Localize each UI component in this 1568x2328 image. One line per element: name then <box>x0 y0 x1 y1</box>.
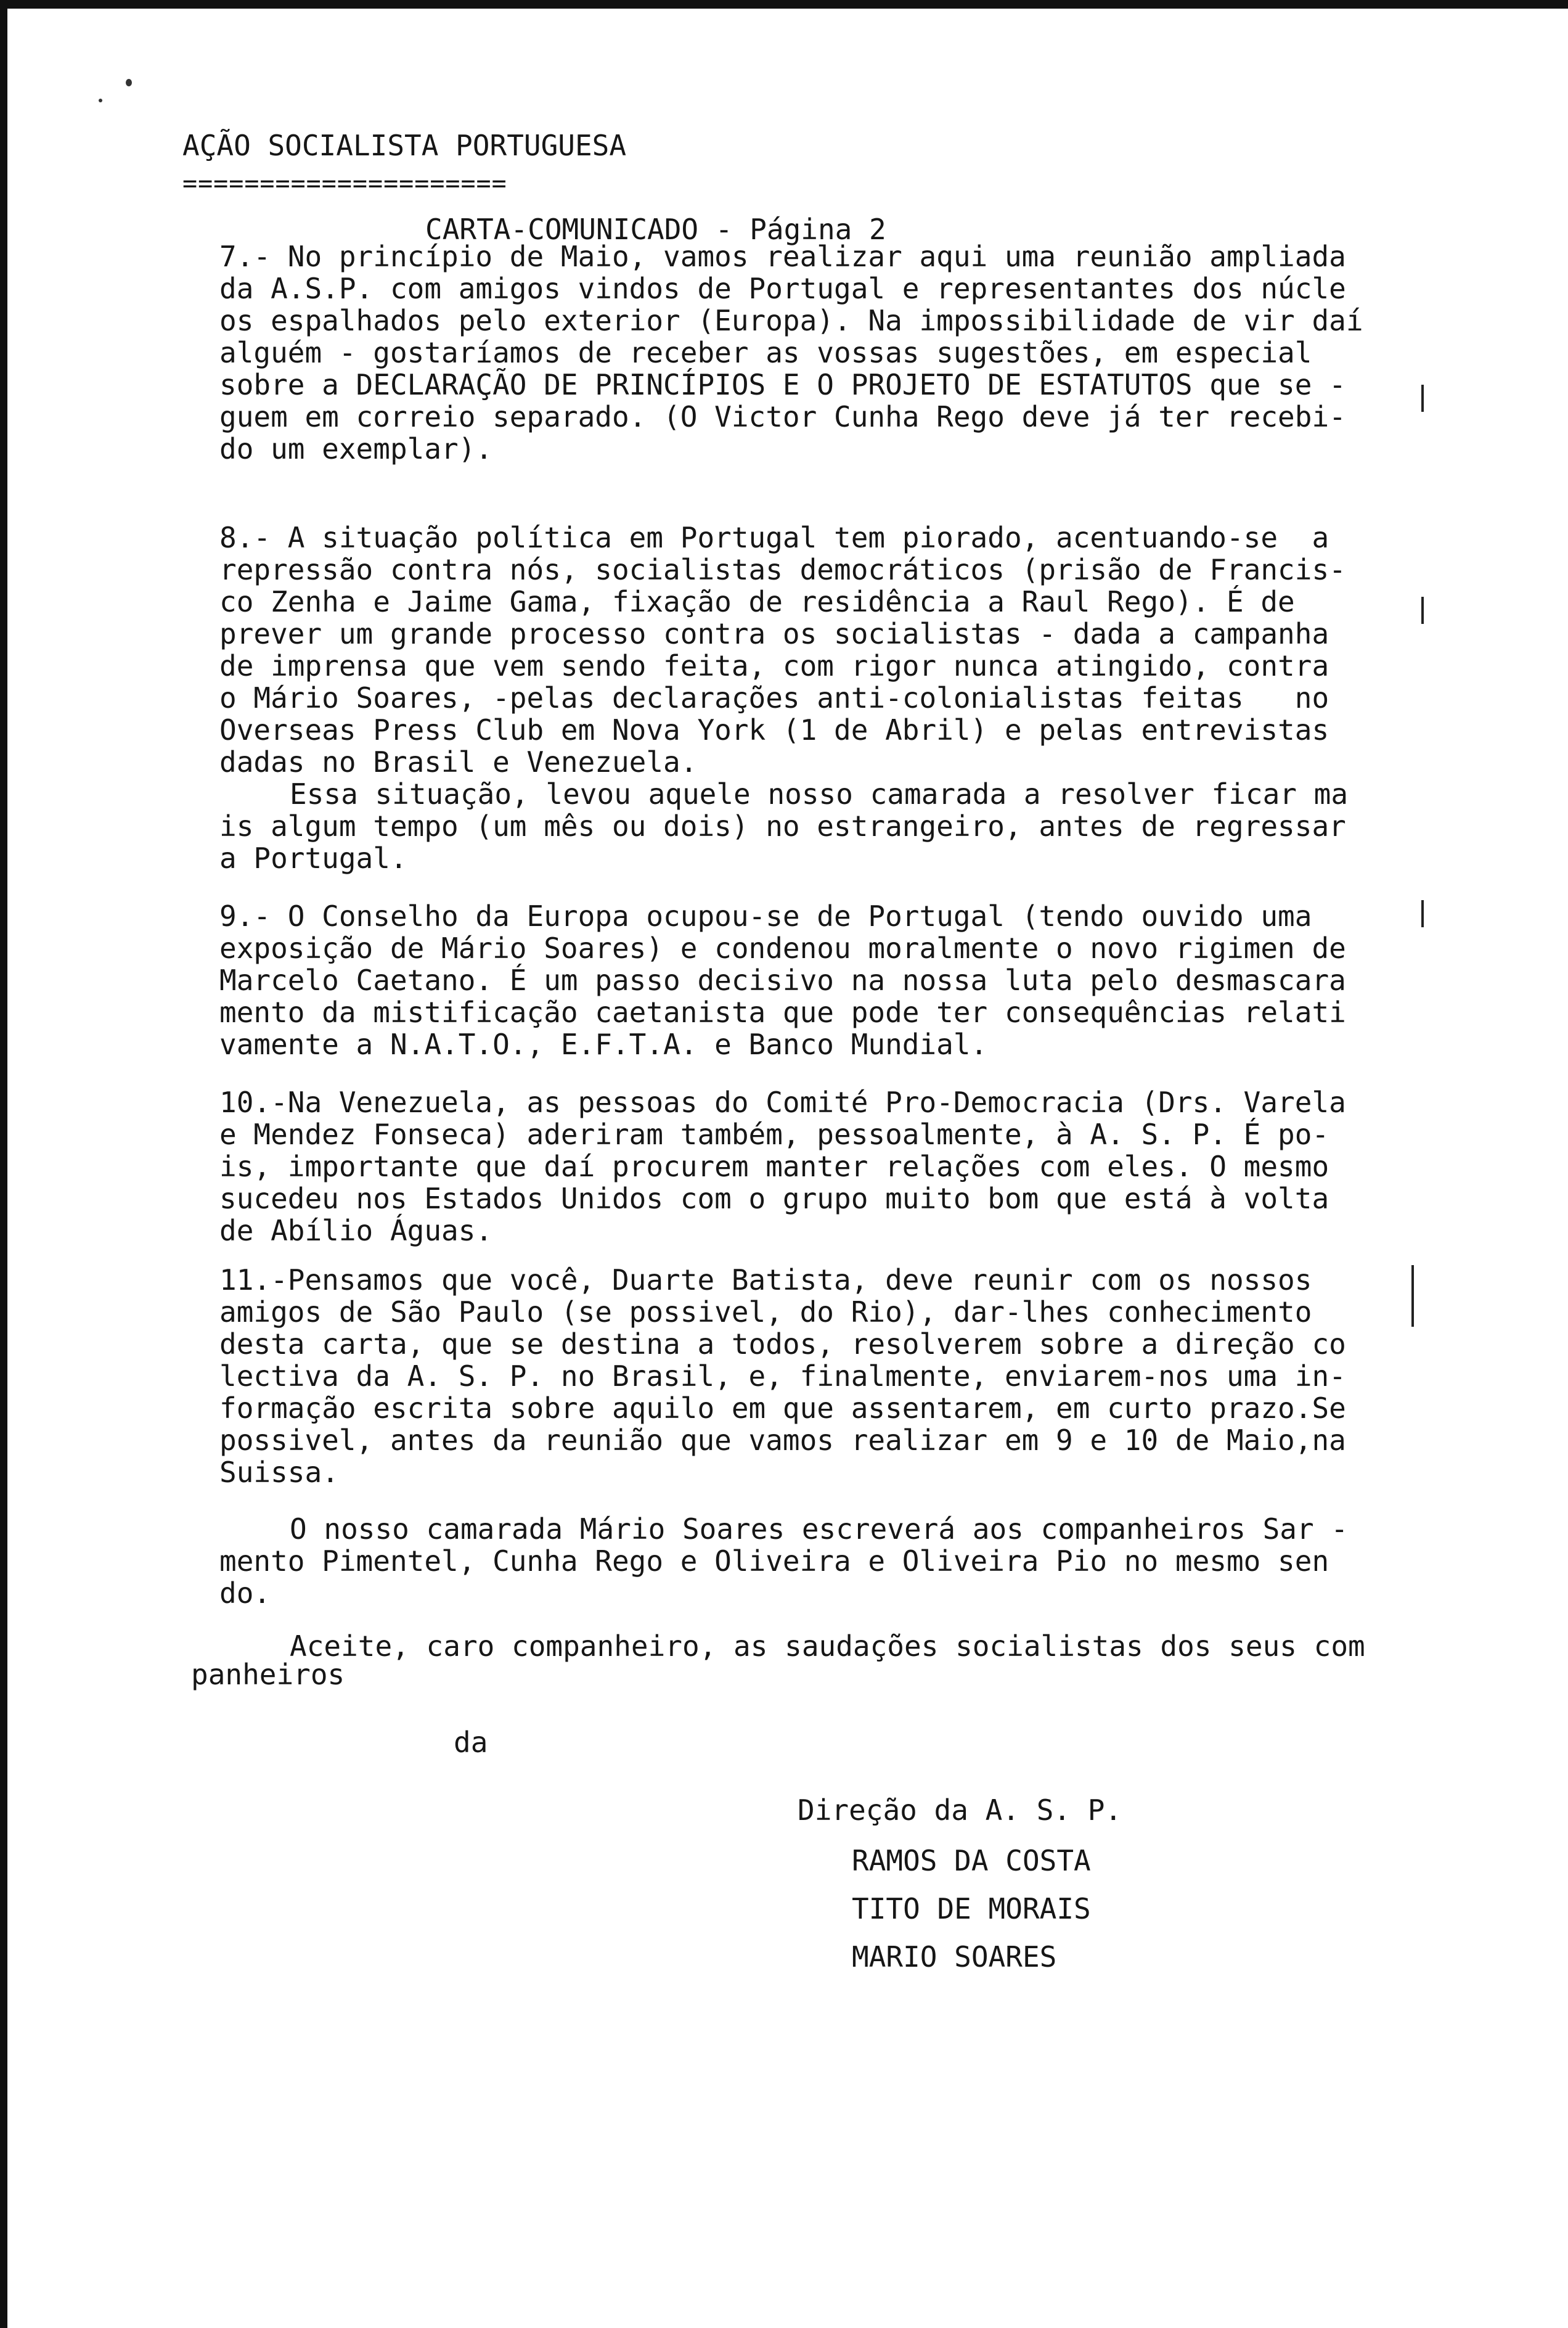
text-line: 9.- O Conselho da Europa ocupou-se de Portugal (tendo ouvido uma <box>219 900 1312 933</box>
scan-border-left <box>0 0 7 2328</box>
text-line: dadas no Brasil e Venezuela. <box>219 745 698 779</box>
text-line: da A.S.P. com amigos vindos de Portugal e representantes dos núcle <box>219 272 1346 305</box>
text-line: o Mário Soares, -pelas declarações anti-colonialistas feitas no <box>219 681 1329 715</box>
closing-da: da <box>454 1726 488 1759</box>
text-line: panheiros <box>191 1658 345 1691</box>
margin-mark <box>1421 900 1424 927</box>
signatory-name: RAMOS DA COSTA <box>852 1844 1091 1877</box>
text-line: mento Pimentel, Cunha Rego e Oliveira e Oliveira Pio no mesmo sen <box>219 1544 1329 1578</box>
margin-mark <box>1411 1265 1414 1327</box>
text-line: O nosso camarada Mário Soares escreverá aos companheiros Sar - <box>290 1512 1349 1546</box>
signatory-name: MARIO SOARES <box>852 1940 1057 1973</box>
text-line: Overseas Press Club em Nova York (1 de Abril) e pelas entrevistas <box>219 713 1329 747</box>
text-line: Aceite, caro companheiro, as saudações socialistas dos seus com <box>290 1629 1365 1663</box>
text-line: os espalhados pelo exterior (Europa). Na impossibilidade de vir daí <box>219 304 1363 337</box>
text-line: Marcelo Caetano. É um passo decisivo na nossa luta pelo desmascara <box>219 964 1346 997</box>
text-line: 10.-Na Venezuela, as pessoas do Comité Pro-Democracia (Drs. Varela <box>219 1086 1346 1119</box>
text-line: Essa situação, levou aquele nosso camarada a resolver ficar ma <box>290 777 1349 811</box>
text-line: vamente a N.A.T.O., E.F.T.A. e Banco Mundial. <box>219 1028 988 1061</box>
signature-heading: Direção da A. S. P. <box>798 1793 1122 1827</box>
text-line: amigos de São Paulo (se possivel, do Rio), dar-lhes conhecimento <box>219 1295 1312 1329</box>
text-line: is algum tempo (um mês ou dois) no estrangeiro, antes de regressar <box>219 809 1346 843</box>
text-line: repressão contra nós, socialistas democráticos (prisão de Francis- <box>219 553 1346 586</box>
text-line: co Zenha e Jaime Gama, fixação de residência a Raul Rego). É de <box>219 585 1295 618</box>
text-line: Suissa. <box>219 1456 339 1489</box>
organization-header: AÇÃO SOCIALISTA PORTUGUESA <box>182 129 627 162</box>
text-line: exposição de Mário Soares) e condenou moralmente o novo rigimen de <box>219 932 1346 965</box>
scan-speck <box>126 79 132 86</box>
scan-border-top <box>0 0 1568 9</box>
text-line: is, importante que daí procurem manter relações com eles. O mesmo <box>219 1150 1329 1183</box>
text-line: alguém - gostaríamos de receber as vossas sugestões, em especial <box>219 336 1312 369</box>
text-line: e Mendez Fonseca) aderiram também, pessoalmente, à A. S. P. É po- <box>219 1118 1329 1151</box>
text-line: prever um grande processo contra os socialistas - dada a campanha <box>219 617 1329 650</box>
text-line: 8.- A situação política em Portugal tem piorado, acentuando-se a <box>219 521 1329 554</box>
text-line: lectiva da A. S. P. no Brasil, e, finalmente, enviarem-nos uma in- <box>219 1359 1346 1393</box>
text-line: 7.- No princípio de Maio, vamos realizar aqui uma reunião ampliada <box>219 240 1346 273</box>
text-line: 11.-Pensamos que você, Duarte Batista, deve reunir com os nossos <box>219 1263 1312 1297</box>
text-line: mento da mistificação caetanista que pode ter consequências relati <box>219 996 1346 1029</box>
page-title: CARTA-COMUNICADO - Página 2 <box>425 213 886 246</box>
text-line: do um exemplar). <box>219 432 493 465</box>
margin-mark <box>1421 385 1424 412</box>
text-line: sucedeu nos Estados Unidos com o grupo muito bom que está à volta <box>219 1182 1329 1215</box>
text-line: de Abílio Águas. <box>219 1214 493 1247</box>
signatory-name: TITO DE MORAIS <box>852 1892 1091 1925</box>
margin-mark <box>1421 597 1424 624</box>
text-line: a Portugal. <box>219 842 407 875</box>
text-line: de imprensa que vem sendo feita, com rigor nunca atingido, contra <box>219 649 1329 682</box>
text-line: do. <box>219 1576 271 1610</box>
scan-speck <box>99 99 102 102</box>
text-line: formação escrita sobre aquilo em que assentarem, em curto prazo.Se <box>219 1391 1346 1425</box>
text-line: possivel, antes da reunião que vamos realizar em 9 e 10 de Maio,na <box>219 1424 1346 1457</box>
text-line: guem em correio separado. (O Victor Cunha Rego deve já ter recebi- <box>219 400 1346 433</box>
text-line: sobre a DECLARAÇÃO DE PRINCÍPIOS E O PROJETO DE ESTATUTOS que se - <box>219 368 1346 401</box>
text-line: desta carta, que se destina a todos, resolverem sobre a direção co <box>219 1327 1346 1361</box>
header-underline: ===================== <box>182 170 507 198</box>
